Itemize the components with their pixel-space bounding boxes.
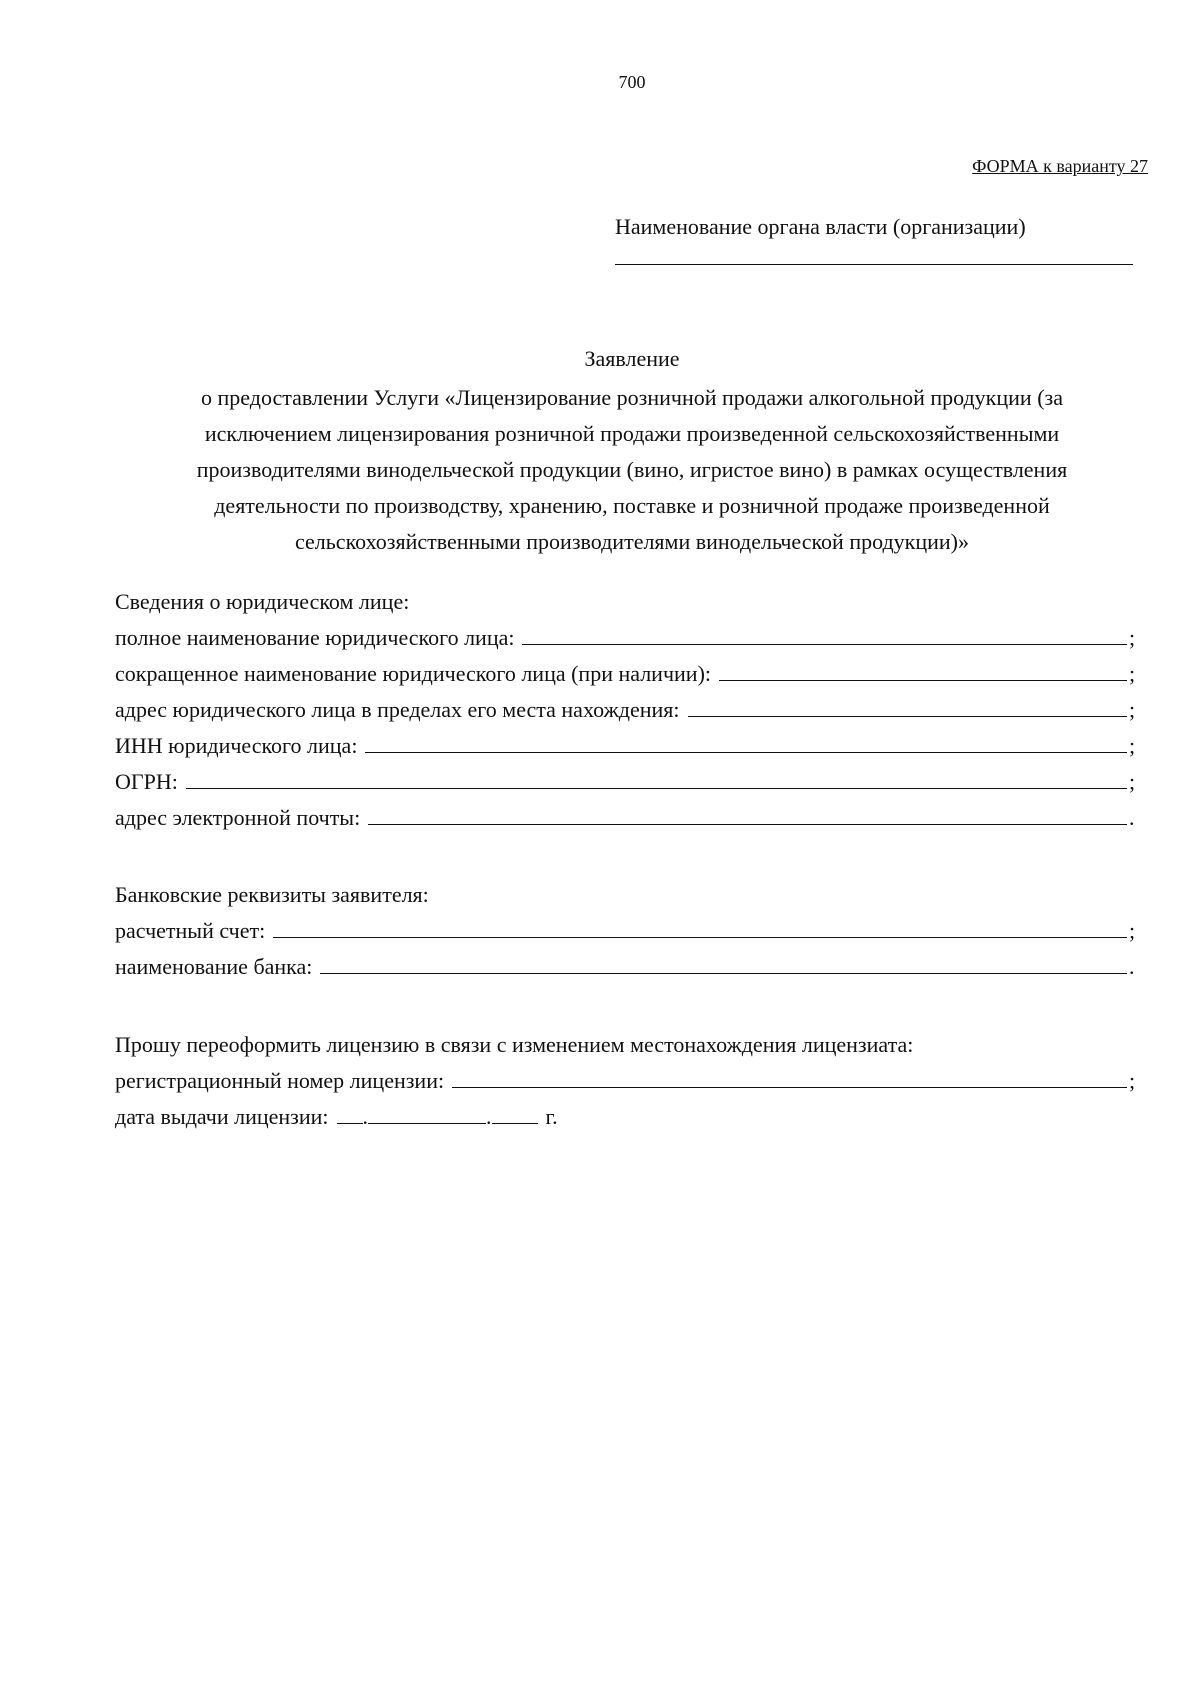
field-label: расчетный счет: [115, 918, 266, 943]
subject-line: исключением лицензирования розничной продажи произведенной сельскохозяйственными [204, 421, 1060, 446]
issue-month-input[interactable] [368, 1099, 486, 1124]
section-heading: Прошу переоформить лицензию в связи с изменением местонахождения лицензиата: [115, 1032, 914, 1057]
form-reference: ФОРМА к варианту 27 [972, 156, 1148, 176]
service-subject [145, 380, 1119, 560]
field-terminator: ; [1129, 661, 1136, 686]
short-name-input[interactable] [719, 656, 1127, 681]
subject-line: производителями винодельческой продукции (вино, игристое вино) в рамках осуществления [196, 457, 1068, 482]
field-label: адрес юридического лица в пределах его места нахождения: [115, 697, 680, 722]
field-bank-name [115, 949, 1139, 985]
field-label: регистрационный номер лицензии: [115, 1068, 445, 1093]
field-terminator: . [1129, 805, 1135, 830]
subject-line: о предоставлении Услуги «Лицензирование розничной продажи алкогольной продукции (за [201, 385, 1063, 410]
bank-section [115, 877, 1139, 985]
field-short-name [115, 656, 1139, 692]
section-heading: Банковские реквизиты заявителя: [115, 882, 429, 907]
field-label: наименование банка: [115, 954, 313, 979]
account-input[interactable] [273, 913, 1127, 938]
field-ogrn [115, 764, 1139, 800]
subject-line: деятельности по производству, хранению, поставке и розничной продаже произведенной [214, 493, 1050, 518]
field-address [115, 692, 1139, 728]
page-number: 700 [618, 72, 646, 92]
field-account [115, 913, 1139, 949]
field-full-name [115, 620, 1139, 656]
inn-input[interactable] [365, 728, 1127, 753]
ogrn-input[interactable] [186, 764, 1127, 789]
legal-entity-section [115, 584, 1139, 836]
issue-year-input[interactable] [492, 1099, 538, 1124]
field-terminator: ; [1129, 697, 1136, 722]
year-suffix: г. [545, 1104, 558, 1129]
address-input[interactable] [688, 692, 1127, 717]
field-terminator: ; [1129, 625, 1136, 650]
issue-day-input[interactable] [337, 1099, 363, 1124]
field-label: ОГРН: [115, 769, 178, 794]
authority-label: Наименование органа власти (организации) [615, 214, 1026, 239]
field-label: адрес электронной почты: [115, 805, 361, 830]
email-input[interactable] [368, 800, 1127, 825]
license-number-input[interactable] [452, 1063, 1127, 1088]
field-issue-date [115, 1099, 1139, 1135]
document-title: Заявление [584, 346, 680, 371]
field-license-number [115, 1063, 1139, 1099]
bank-name-input[interactable] [320, 949, 1127, 974]
field-email [115, 800, 1139, 836]
request-section [115, 1027, 1139, 1135]
section-heading: Сведения о юридическом лице: [115, 589, 410, 614]
date-separator: . [486, 1104, 492, 1129]
field-terminator: ; [1129, 918, 1136, 943]
field-label: сокращенное наименование юридического лица (при наличии): [115, 661, 712, 686]
field-terminator: ; [1129, 733, 1136, 758]
field-label: дата выдачи лицензии: [115, 1104, 329, 1129]
authority-input-line[interactable] [615, 264, 1133, 265]
field-label: ИНН юридического лица: [115, 733, 358, 758]
full-name-input[interactable] [522, 620, 1127, 645]
date-separator: . [362, 1104, 369, 1129]
field-terminator: ; [1129, 1068, 1136, 1093]
field-label: полное наименование юридического лица: [115, 625, 515, 650]
field-terminator: ; [1129, 769, 1136, 794]
field-terminator: . [1129, 954, 1135, 979]
subject-line: сельскохозяйственными производителями винодельческой продукции)» [295, 529, 969, 554]
field-inn [115, 728, 1139, 764]
